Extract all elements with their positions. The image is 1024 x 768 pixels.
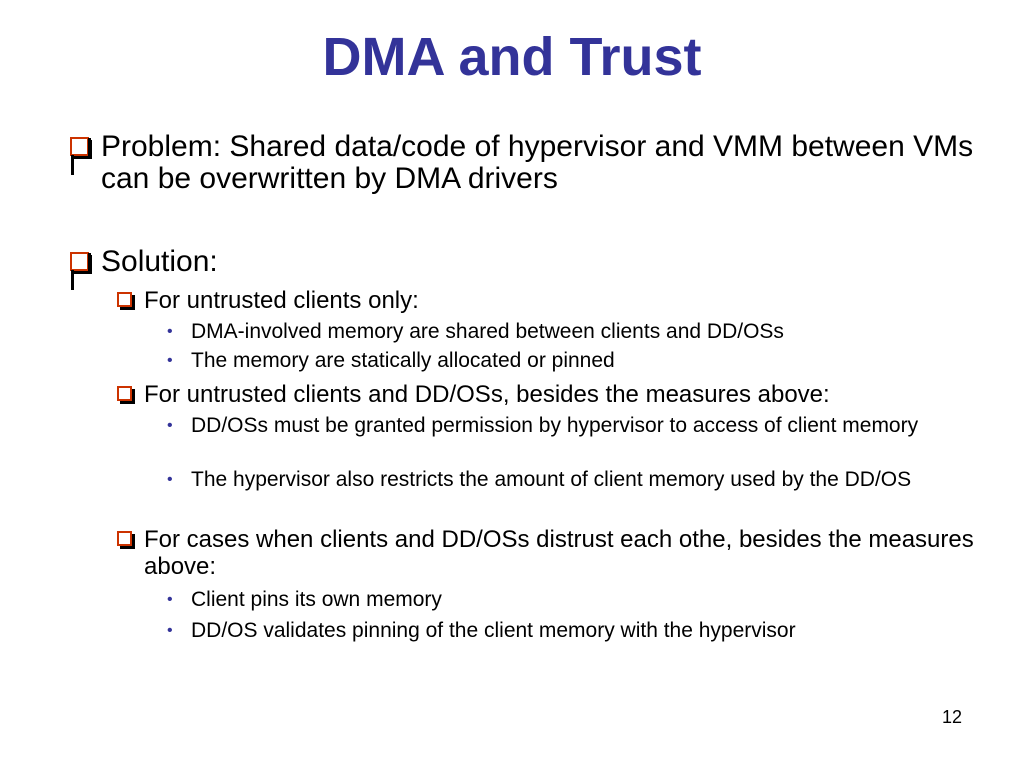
sub-bullet-distrust <box>117 526 1014 580</box>
sub-bullet-untrusted-and-ddos-text: For untrusted clients and DD/OSs, besides the measures above: <box>144 381 830 408</box>
bullet-dot-icon: • <box>167 471 173 488</box>
bullet-problem-text: Problem: Shared data/code of hypervisor and VMM between VMs can be overwritten by DMA drivers <box>101 130 974 195</box>
bullet-dot-icon: • <box>167 323 173 340</box>
list-item-text: The memory are statically allocated or pinned <box>191 349 615 372</box>
list-item <box>167 350 971 372</box>
list-item-text: The hypervisor also restricts the amount of client memory used by the DD/OS <box>191 468 912 491</box>
checkbox-icon <box>117 292 132 307</box>
list-item-text: DMA-involved memory are shared between clients and DD/OSs <box>191 320 784 343</box>
bullet-dot-icon: • <box>167 622 173 639</box>
list-item <box>167 321 971 343</box>
list-item <box>167 469 971 491</box>
bullet-dot-icon: • <box>167 417 173 434</box>
checkbox-icon <box>70 137 89 156</box>
checkbox-icon <box>70 252 89 271</box>
slide-title: DMA and Trust <box>322 27 702 87</box>
list-item-text: DD/OSs must be granted permission by hypervisor to access of client memory <box>191 414 919 437</box>
sub-bullet-distrust-text: For cases when clients and DD/OSs distrust each othe, besides the measures above: <box>144 526 974 580</box>
list-item <box>167 620 971 642</box>
bullet-solution <box>70 246 981 278</box>
list-item <box>167 415 971 437</box>
bullet-dot-icon: • <box>167 352 173 369</box>
bullet-dot-icon: • <box>167 591 173 608</box>
bullet-solution-text: Solution: <box>101 245 218 278</box>
list-item <box>167 589 971 611</box>
list-item-text: Client pins its own memory <box>191 588 442 611</box>
sub-bullet-untrusted-and-ddos <box>117 381 1014 408</box>
list-item-text: DD/OS validates pinning of the client memory with the hypervisor <box>191 619 796 642</box>
bullet-problem <box>70 131 981 195</box>
sub-bullet-untrusted-only <box>117 287 1014 314</box>
checkbox-icon <box>117 386 132 401</box>
sub-bullet-untrusted-only-text: For untrusted clients only: <box>144 287 419 314</box>
page-number: 12 <box>941 707 962 727</box>
checkbox-icon <box>117 531 132 546</box>
